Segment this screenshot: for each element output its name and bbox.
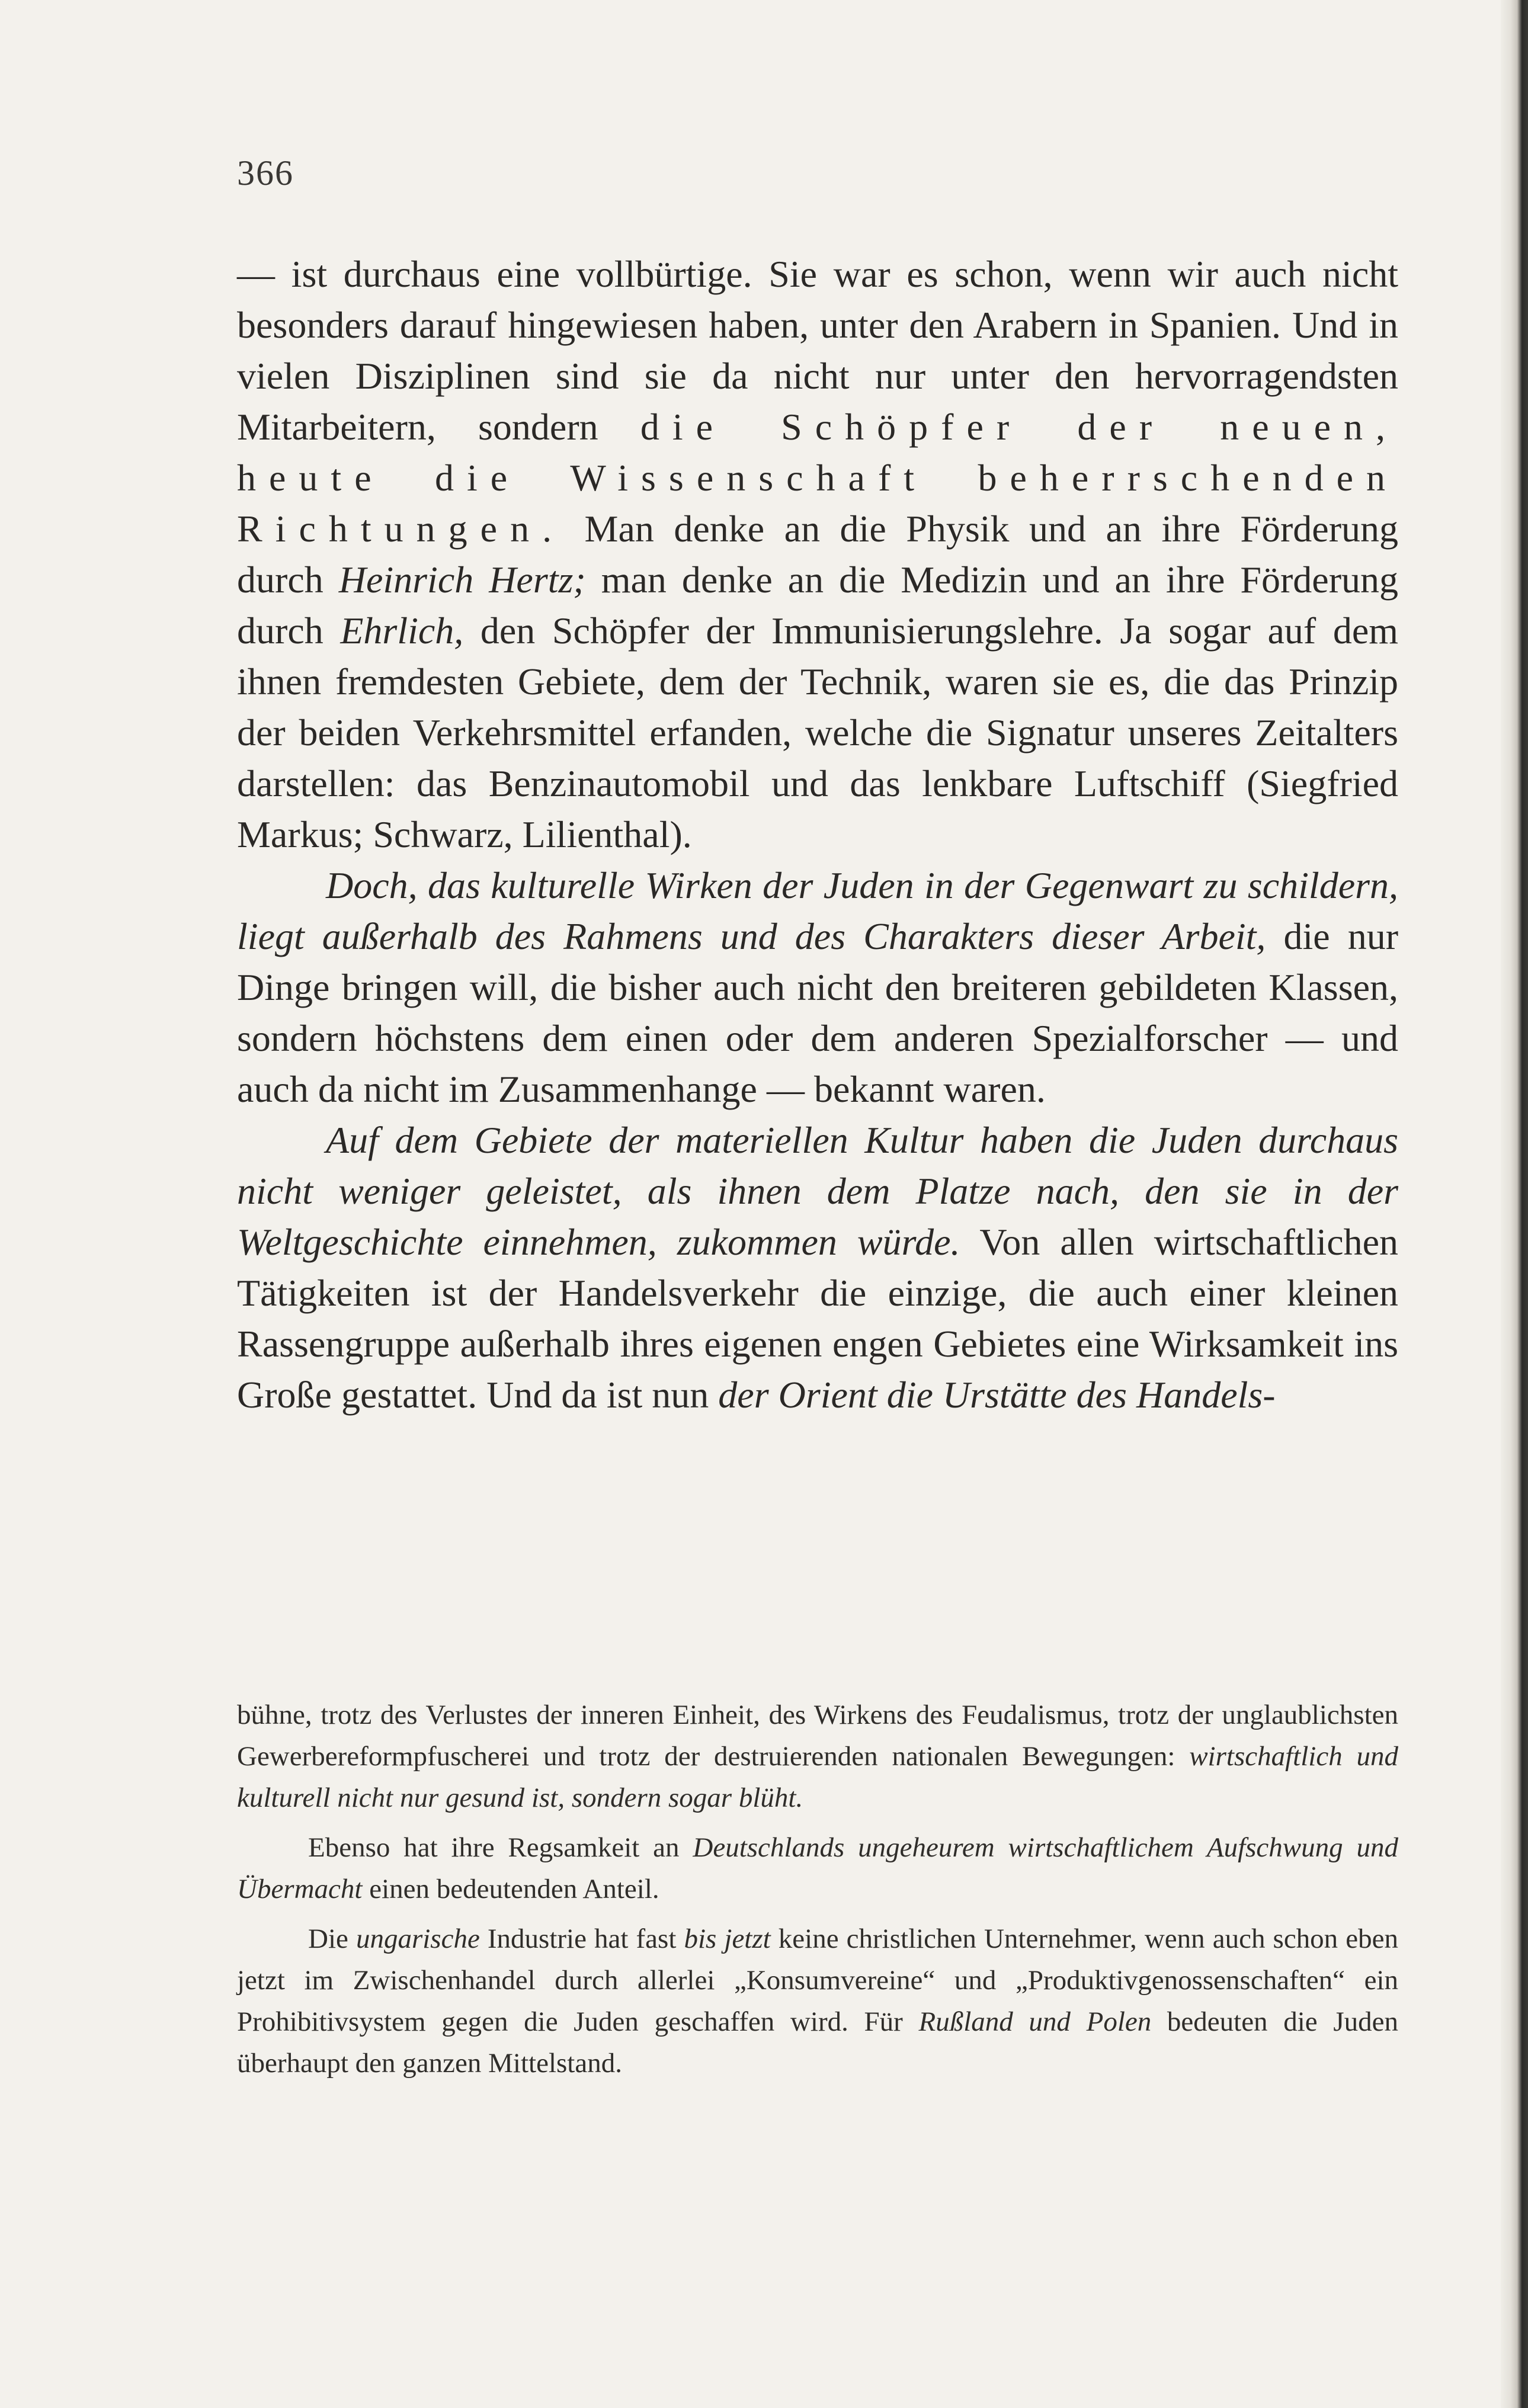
paragraph-1-spaced-emphasis: die Schöpfer der neuen, heute die Wissenschaft beherrschenden Richtungen. <box>237 406 1399 550</box>
paragraph-2-text: die nur Dinge bringen will, die bisher auch nicht den breiteren gebildeten Klassen, sondern höchstens dem einen oder dem anderen Spezialforscher — und auch da nicht im Zusammenhange — bekannt waren. <box>237 915 1399 1110</box>
book-page-edge <box>1501 0 1528 2408</box>
footnote-2-italic: Deutschlands ungeheurem wirtschaftlichem Aufschwung und Übermacht <box>237 1832 1398 1904</box>
footnote-3-italic-a: ungarische <box>355 1923 480 1954</box>
paragraph-3-text: Von allen wirtschaftlichen Tätigkeiten ist der Handelsverkehr die einzige, die auch einer kleinen Rassengruppe außerhalb ihres eigenen engen Gebietes eine Wirksamkeit ins Große gestattet. Und da ist nun <box>237 1221 1398 1416</box>
paragraph-1-text-d: den Schöpfer der Immunisierungslehre. Ja sogar auf dem ihnen fremdesten Gebiete, dem der Technik, waren sie es, die das Prinzip der beiden Verkehrsmittel erfanden, welche die Signatur unseres Zeitalters darstellen: das Benzinautomobil und das lenkbare Luftschiff (Siegfried Markus; Schwarz, Lilienthal). <box>237 610 1399 855</box>
paragraph-2-italic: Doch, das kulturelle Wirken der Juden in der Gegenwart zu schildern, liegt außerhalb des Rahmens und des Charakters dieser Arbeit, <box>237 864 1398 957</box>
footnote-3-italic-c: Rußland und Polen <box>918 2006 1152 2037</box>
paragraph-1-text-c: man denke an die Medizin und an ihre Förderung durch <box>237 559 1399 652</box>
paragraph-3-italic-b: der Orient die Urstätte des Handels- <box>718 1374 1276 1416</box>
paragraph-1-name-ehrlich: Ehrlich, <box>340 610 464 652</box>
footnote-2 <box>237 1827 1398 1910</box>
footnote-2-text-a: Ebenso hat ihre Regsamkeit an <box>308 1832 693 1863</box>
paragraph-1-text-a: — ist durchaus eine vollbürtige. Sie war es schon, wenn wir auch nicht besonders darauf hingewiesen haben, unter den Arabern in Spanien. Und in vielen Disziplinen sind sie da nicht nur unter den hervorragendsten Mitarbeitern, sondern <box>237 253 1398 448</box>
main-text <box>237 249 1398 1421</box>
page-number: 366 <box>237 153 294 193</box>
footnote-1-italic: wirtschaftlich und kulturell nicht nur gesund ist, sondern sogar blüht. <box>237 1741 1398 1813</box>
paragraph-1-text-b: Man denke an die Physik und an ihre Förderung durch <box>237 508 1398 601</box>
footnote-2-text-b: einen bedeutenden Anteil. <box>362 1874 659 1904</box>
paragraph-1 <box>237 249 1398 860</box>
footnote-3-italic-b: bis jetzt <box>684 1923 771 1954</box>
paragraph-3 <box>237 1115 1398 1421</box>
footnotes <box>237 1694 1398 2092</box>
paragraph-1-name-hertz: Heinrich Hertz; <box>338 559 586 601</box>
paragraph-3-italic-a: Auf dem Gebiete der materiellen Kultur haben die Juden durchaus nicht weniger geleistet, als ihnen dem Platze nach, den sie in der Weltgeschichte einnehmen, zukommen würde. <box>237 1119 1398 1263</box>
footnote-3-text-d: bedeuten die Juden überhaupt den ganzen Mittelstand. <box>237 2006 1398 2079</box>
footnote-3-text-a: Die <box>308 1923 356 1954</box>
footnote-3 <box>237 1918 1398 2084</box>
footnote-1-text: bühne, trotz des Verlustes der inneren Einheit, des Wirkens des Feudalismus, trotz der unglaublichsten Gewerbereformpfuscherei und trotz der destruierenden nationalen Bewegungen: <box>237 1700 1398 1772</box>
footnote-3-text-b: Industrie hat fast <box>479 1923 684 1954</box>
paragraph-2 <box>237 860 1398 1115</box>
footnote-1 <box>237 1694 1398 1819</box>
footnote-3-text-c: keine christlichen Unternehmer, wenn auch schon eben jetzt im Zwischenhandel durch allerlei „Konsumvereine“ und „Produktivgenossenschaften“ ein Prohibitivsystem gegen die Juden geschaffen wird. Für <box>237 1923 1398 2037</box>
